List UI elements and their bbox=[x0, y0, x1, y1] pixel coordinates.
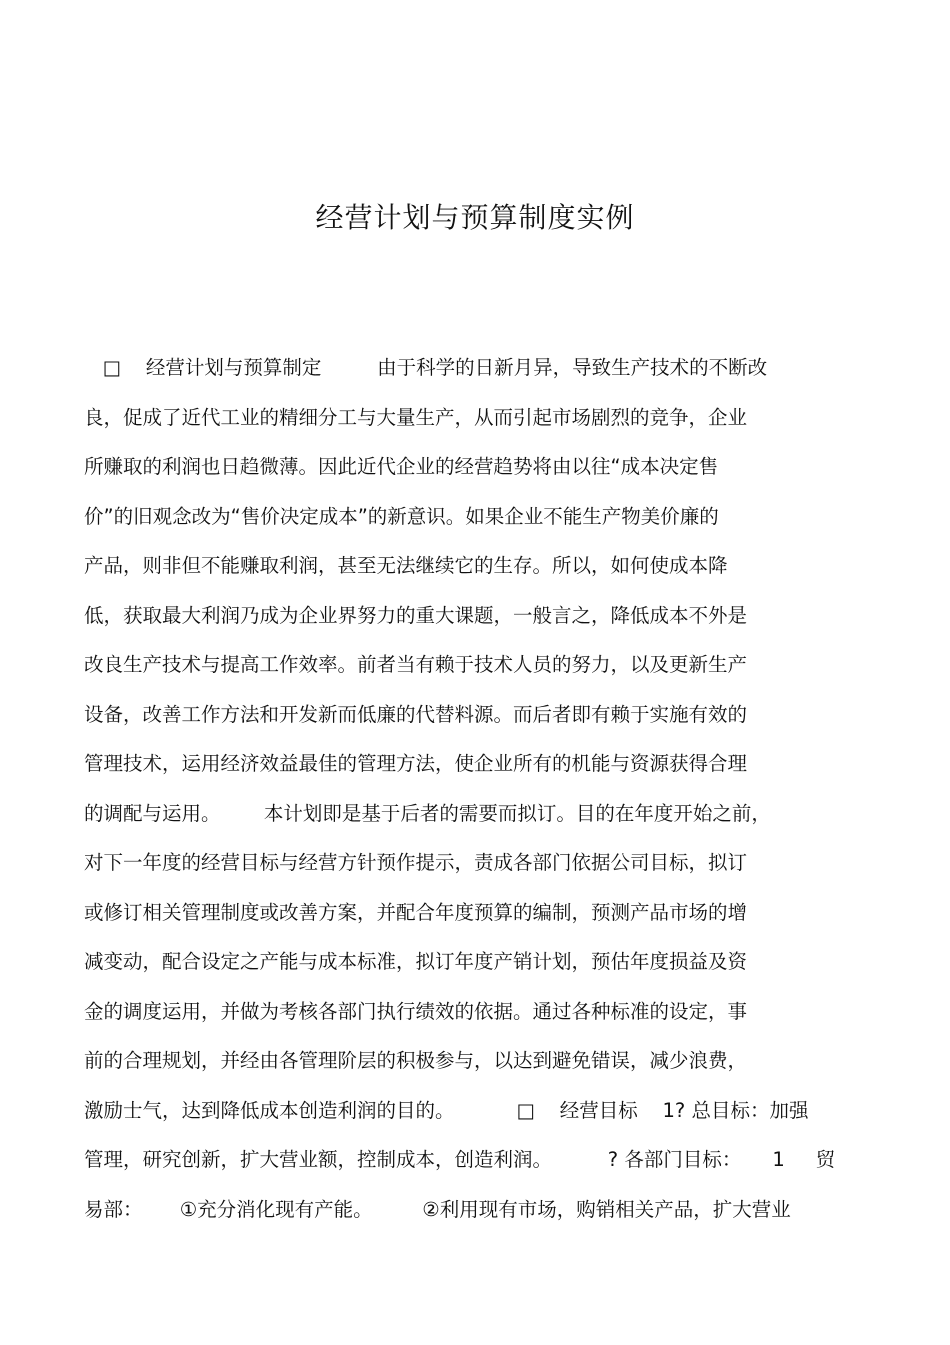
body-line: 设备，改善工作方法和开发新而低廉的代替料源。而后者即有赖于实施有效的 bbox=[84, 702, 748, 726]
body-line: 前的合理规划，并经由各管理阶层的积极参与，以达到避免错误，减少浪费， bbox=[84, 1049, 748, 1072]
body-line: □ 经营计划与预算制定 由于科学的日新月异，导致生产技术的不断改 bbox=[84, 356, 768, 379]
body-line: 管理，研究创新，扩大营业额，控制成本，创造利润。 ? 各部门目标： 1 贸 bbox=[84, 1148, 836, 1171]
document-title: 经营计划与预算制度实例 bbox=[315, 201, 635, 234]
body-line: 低，获取最大利润乃成为企业界努力的重大课题，一般言之，降低成本不外是 bbox=[84, 603, 748, 627]
body-line: 对下一年度的经营目标与经营方针预作提示，责成各部门依据公司目标，拟订 bbox=[84, 851, 748, 874]
body-line: 的调配与运用。 本计划即是基于后者的需要而拟订。目的在年度开始之前， bbox=[84, 801, 771, 825]
body-line: 所赚取的利润也日趋微薄。因此近代企业的经营趋势将由以往“成本决定售 bbox=[84, 455, 719, 478]
body-line: 或修订相关管理制度或改善方案，并配合年度预算的编制，预测产品市场的增 bbox=[84, 900, 748, 924]
body-line: 易部： ①充分消化现有产能。 ②利用现有市场，购销相关产品，扩大营业 bbox=[84, 1197, 791, 1221]
body-line: 金的调度运用，并做为考核各部门执行绩效的依据。通过各种标准的设定，事 bbox=[84, 999, 748, 1023]
body-line: 减变动，配合设定之产能与成本标准，拟订年度产销计划，预估年度损益及资 bbox=[84, 950, 748, 973]
document-body bbox=[84, 348, 874, 1239]
body-line: 产品，则非但不能赚取利润，甚至无法继续它的生存。所以，如何使成本降 bbox=[84, 554, 728, 577]
body-line: 激励士气，达到降低成本创造利润的目的。 □ 经营目标 1? 总目标：加强 bbox=[84, 1098, 809, 1122]
body-line: 改良生产技术与提高工作效率。前者当有赖于技术人员的努力，以及更新生产 bbox=[84, 653, 748, 676]
body-line: 良，促成了近代工业的精细分工与大量生产，从而引起市场剧烈的竞争，企业 bbox=[84, 405, 748, 429]
body-line: 价”的旧观念改为“售价决定成本”的新意识。如果企业不能生产物美价廉的 bbox=[84, 504, 719, 528]
body-line: 管理技术，运用经济效益最佳的管理方法，使企业所有的机能与资源获得合理 bbox=[84, 752, 748, 775]
